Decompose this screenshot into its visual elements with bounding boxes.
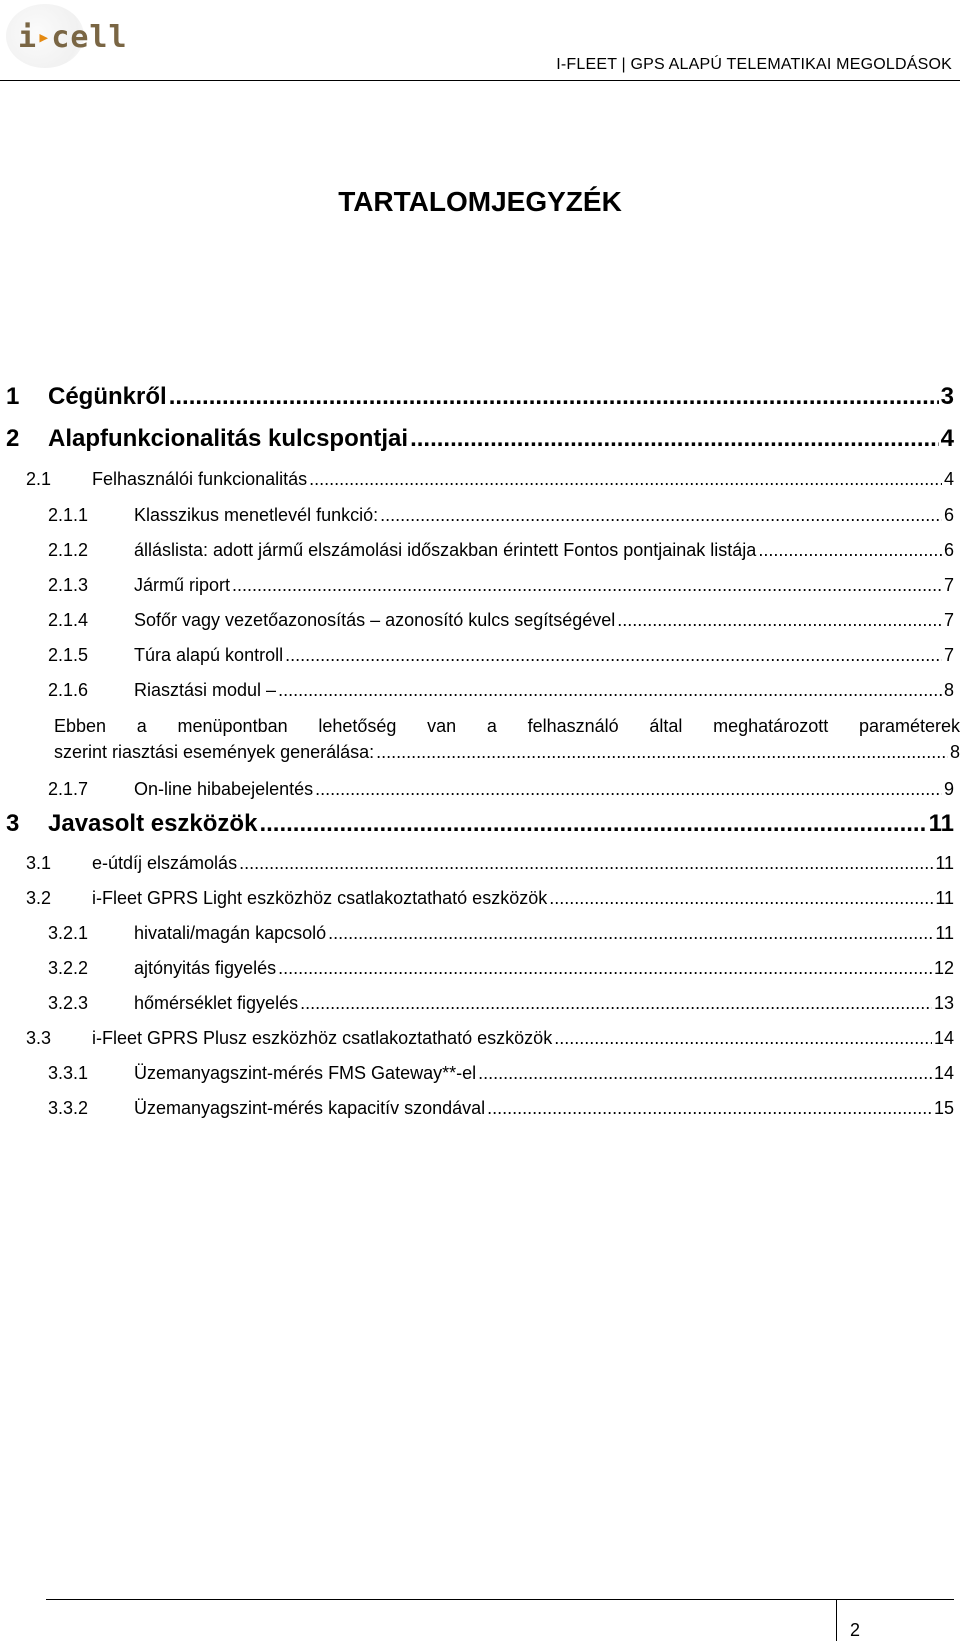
toc-entry[interactable] <box>6 645 954 666</box>
toc-entry-number: 2.1.5 <box>48 645 89 665</box>
header-divider <box>0 80 960 81</box>
toc-entry[interactable] <box>6 888 954 909</box>
toc-entry-page: 4 <box>943 469 954 489</box>
toc-entry-page: 11 <box>928 810 954 837</box>
toc-entry-title: Klasszikus menetlevél funkció: <box>134 505 379 525</box>
toc-entry-title: Riasztási modul – <box>134 680 277 700</box>
toc-entry[interactable] <box>6 1098 954 1119</box>
toc-entry[interactable] <box>6 853 954 874</box>
dot-leader <box>549 888 933 909</box>
toc-entry[interactable] <box>6 779 954 800</box>
toc-entry-title: Javasolt eszközök <box>48 810 258 837</box>
toc-entry[interactable] <box>6 425 954 453</box>
dot-leader <box>300 993 932 1014</box>
toc-entry-page: 15 <box>933 1098 954 1118</box>
toc-entry-number: 3.2 <box>26 888 52 908</box>
toc-entry-title: Alapfunkcionalitás kulcspontjai <box>48 425 409 452</box>
toc-entry-title: hőmérséklet figyelés <box>134 993 299 1013</box>
toc-entry-title: álláslista: adott jármű elszámolási időszakban érintett Fontos pontjainak listája <box>134 540 757 560</box>
toc-entry-number: 3.2.3 <box>48 993 89 1013</box>
toc-entry[interactable] <box>6 680 954 701</box>
toc-entry-title: Üzemanyagszint-mérés FMS Gateway**-el <box>134 1063 477 1083</box>
toc-entry-number: 2.1.3 <box>48 575 89 595</box>
page-header <box>0 0 960 82</box>
toc-entry-title: Üzemanyagszint-mérés kapacitív szondával <box>134 1098 486 1118</box>
toc-entry-number: 1 <box>6 383 20 410</box>
toc-entry-number: 3.2.1 <box>48 923 89 943</box>
toc-entry-page: 9 <box>943 779 954 799</box>
toc-entry-page: 13 <box>933 993 954 1013</box>
toc-entry-number: 3.3.2 <box>48 1098 89 1118</box>
toc-entry-page: 14 <box>933 1063 954 1083</box>
toc-entry-title: Túra alapú kontroll <box>134 645 284 665</box>
toc-entry[interactable] <box>6 923 954 944</box>
dot-leader <box>328 923 933 944</box>
company-logo <box>6 4 128 68</box>
dot-leader <box>554 1028 932 1049</box>
dot-leader <box>169 383 939 411</box>
logo-text: i▸cell <box>18 20 128 55</box>
toc-entry-page: 11 <box>935 888 954 908</box>
toc-entry-page: 11 <box>935 853 954 873</box>
toc-entry-page: 12 <box>933 958 954 978</box>
dot-leader <box>278 958 932 979</box>
dot-leader <box>478 1063 932 1084</box>
toc-entry-number: 2.1.2 <box>48 540 89 560</box>
toc-entry[interactable] <box>6 383 954 411</box>
toc-entry-page: 7 <box>943 610 954 630</box>
toc-entry-number: 2.1.6 <box>48 680 89 700</box>
toc-entry[interactable] <box>6 505 954 526</box>
toc-entry-title: ajtónyitás figyelés <box>134 958 277 978</box>
toc-entry[interactable] <box>6 610 954 631</box>
dot-leader <box>410 425 939 453</box>
toc-title: TARTALOMJEGYZÉK <box>338 186 622 217</box>
dot-leader <box>278 680 942 701</box>
toc-entry-title: Ebben a menüpontban lehetőség van a felhasználó által meghatározott paraméterek <box>54 716 960 736</box>
dot-leader <box>315 779 942 800</box>
toc-entry-number: 3 <box>6 810 20 837</box>
toc-entry-title: Jármű riport <box>134 575 231 595</box>
dot-leader <box>487 1098 932 1119</box>
toc-entry-number: 3.3 <box>26 1028 52 1048</box>
toc-entry-title: Felhasználói funkcionalitás <box>92 469 308 489</box>
toc-entry-number: 3.2.2 <box>48 958 89 978</box>
dot-leader <box>758 540 942 561</box>
dot-leader <box>232 575 942 596</box>
toc-entry[interactable] <box>6 810 954 838</box>
dot-leader <box>239 853 933 874</box>
toc-entry[interactable] <box>6 469 954 490</box>
footer-divider <box>46 1599 954 1600</box>
toc-entry[interactable] <box>6 958 954 979</box>
toc-entry-number: 2.1 <box>26 469 52 489</box>
toc-entry-title: hivatali/magán kapcsoló <box>134 923 327 943</box>
header-title: I-FLEET | GPS ALAPÚ TELEMATIKAI MEGOLDÁSOK <box>556 56 952 73</box>
toc-entry-title: i-Fleet GPRS Plusz eszközhöz csatlakoztatható eszközök <box>92 1028 553 1048</box>
toc-entry[interactable] <box>6 1063 954 1084</box>
toc-entry[interactable] <box>54 713 960 765</box>
dot-leader <box>380 505 942 526</box>
dot-leader <box>309 469 942 490</box>
toc-entry-title: On-line hibabejelentés <box>134 779 314 799</box>
toc-entry-number: 2.1.7 <box>48 779 89 799</box>
toc-entry-title: Cégünkről <box>48 383 167 410</box>
toc-entry-title: Sofőr vagy vezetőazonosítás – azonosító kulcs segítségével <box>134 610 616 630</box>
dot-leader <box>617 610 942 631</box>
toc-entry-title: e-útdíj elszámolás <box>92 853 238 873</box>
toc-entry-number: 3.3.1 <box>48 1063 89 1083</box>
toc-entry[interactable] <box>6 540 954 561</box>
dot-leader <box>285 645 942 666</box>
page-number: 2 <box>850 1620 861 1640</box>
toc-entry[interactable] <box>6 575 954 596</box>
toc-entry-page: 7 <box>943 645 954 665</box>
dot-leader <box>376 739 948 765</box>
toc-entry-title-continued: szerint riasztási események generálása: <box>54 742 375 762</box>
toc-entry-page: 6 <box>943 540 954 560</box>
toc-entry[interactable] <box>6 993 954 1014</box>
toc-entry-number: 2.1.4 <box>48 610 89 630</box>
toc-entry-page: 7 <box>943 575 954 595</box>
dot-leader <box>259 810 926 838</box>
toc-entry-page: 8 <box>943 680 954 700</box>
toc-entry-page: 4 <box>940 425 954 452</box>
toc-entry-number: 2 <box>6 425 20 452</box>
toc-entry-page: 3 <box>940 383 954 410</box>
toc-entry-page: 6 <box>943 505 954 525</box>
toc-entry[interactable] <box>6 1028 954 1049</box>
toc-entry-number: 2.1.1 <box>48 505 89 525</box>
toc-entry-page: 11 <box>935 923 954 943</box>
toc-entry-title: i-Fleet GPRS Light eszközhöz csatlakoztatható eszközök <box>92 888 548 908</box>
toc-entry-page: 14 <box>933 1028 954 1048</box>
toc-entry-number: 3.1 <box>26 853 52 873</box>
toc-entry-page: 8 <box>949 742 960 762</box>
